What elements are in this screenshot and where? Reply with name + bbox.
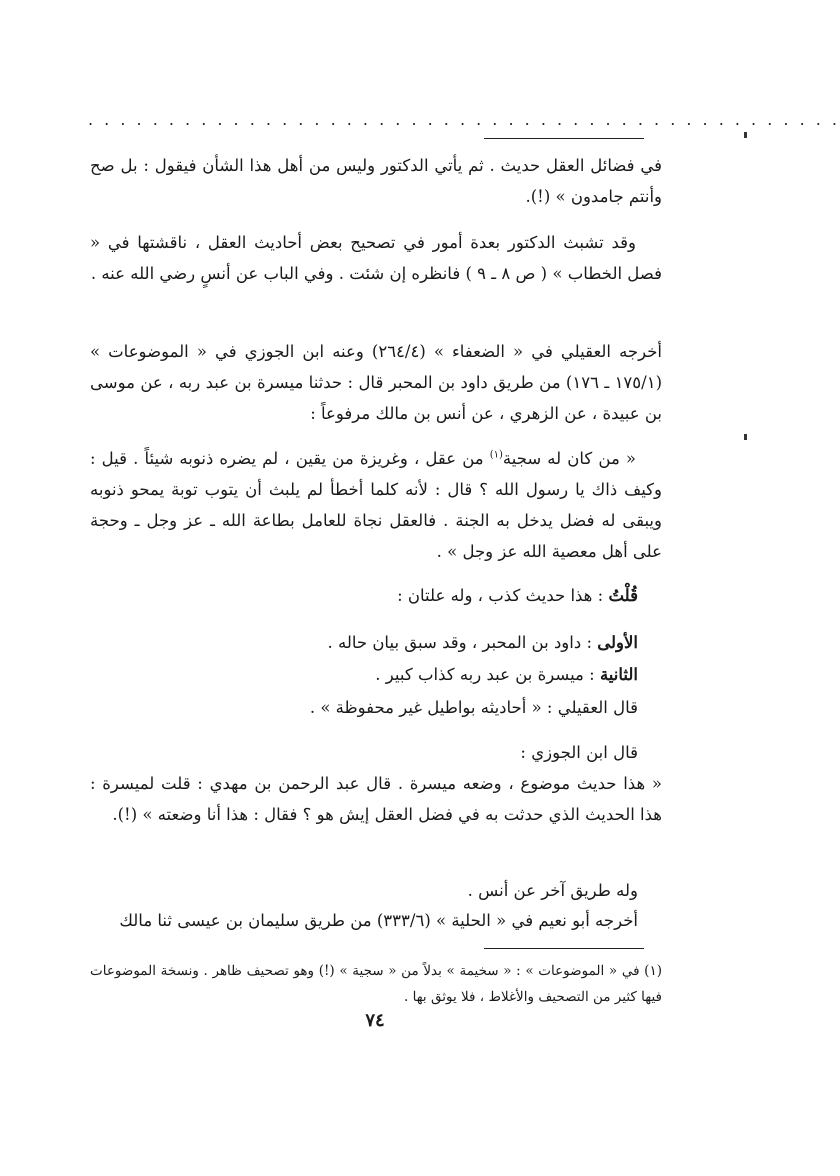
- page-number: ٧٤: [365, 1010, 385, 1031]
- paragraph-uqayli: قال العقيلي : « أحاديثه بواطيل غير محفوظة » .: [309, 698, 638, 717]
- paragraph-qultu: [90, 580, 638, 611]
- hadith-rest: من عقل ، وغريزة من يقين ، لم يضره ذنوبه شيئاً . قيل : وكيف ذاك يا رسول الله ؟ قال : لأنه كلما أخطأ لم يلبث أن يتوب توبة يمحو ذنوبه ويبقى له فضل يدخل به الجنة . فالعقل نجاة للعامل بطاعة الله ـ عز وجل ـ وحجة على أهل معصية الله عز وجل » .: [90, 449, 662, 561]
- top-rule: [484, 138, 644, 139]
- paragraph-ibn-jawzi: قال ابن الجوزي :: [520, 743, 638, 762]
- footnote-ref: (١): [489, 449, 503, 461]
- paragraph-2: وقد تشبث الدكتور بعدة أمور في تصحيح بعض أحاديث العقل ، ناقشتها في « فصل الخطاب » ( ص ٨ ـ ٩ ) فانظره إن شئت . وفي الباب عن أنسٍ رضي الله عنه .: [90, 233, 662, 283]
- paragraph-another-path: وله طريق آخر عن أنس .: [467, 881, 638, 900]
- margin-mark: [744, 434, 747, 440]
- paragraph-second-reason: [90, 659, 638, 690]
- footnote: (١) في « الموضوعات » : « سخيمة » بدلاً من « سجية » (!) وهو تصحيف ظاهر . ونسخة الموضوعات فيها كثير من التصحيف والأغلاط ، فلا يوثق بها .: [90, 963, 662, 1005]
- paragraph-abu-nuaym: أخرجه أبو نعيم في « الحلية » (٣٣٣/٦) من طريق سليمان بن عيسى ثنا مالك: [119, 911, 638, 930]
- second-text: : ميسرة بن عبد ربه كذاب كبير .: [375, 665, 600, 684]
- footnote-rule: [484, 948, 644, 949]
- ellipsis-separator: . . . . . . . . . . . . . . . . . . . . . . . . . . . . . . . . . . . . . . . . . . . . . . .: [88, 110, 840, 129]
- paragraph-first-reason: [90, 627, 638, 658]
- paragraph-quote: « هذا حديث موضوع ، وضعه ميسرة . قال عبد الرحمن بن مهدي : قلت لميسرة : هذا الحديث الذي حدثت به في فضل العقل إيش هو ؟ فقال : هذا أنا وضعته » (!).: [90, 774, 662, 824]
- margin-mark: [744, 132, 747, 138]
- first-label: الأولى: [597, 633, 638, 652]
- paragraph-hadith: [90, 443, 662, 567]
- qultu-label: قُلْتُ: [608, 586, 638, 605]
- second-label: الثانية: [599, 665, 638, 684]
- first-text: : داود بن المحبر ، وقد سبق بيان حاله .: [327, 633, 598, 652]
- hadith-start: « من كان له سجية: [502, 449, 636, 468]
- paragraph-1: في فضائل العقل حديث . ثم يأتي الدكتور وليس من أهل هذا الشأن فيقول : بل صح وأنتم جامدون » (!).: [90, 156, 662, 206]
- paragraph-3: أخرجه العقيلي في « الضعفاء » (٢٦٤/٤) وعنه ابن الجوزي في « الموضوعات » (١٧٥/١ ـ ١٧٦) من طريق داود بن المحبر قال : حدثنا ميسرة بن عبد ربه ، عن موسى بن عبيدة ، عن الزهري ، عن أنس بن مالك مرفوعاً :: [90, 342, 663, 423]
- qultu-text: : هذا حديث كذب ، وله علتان :: [397, 586, 609, 605]
